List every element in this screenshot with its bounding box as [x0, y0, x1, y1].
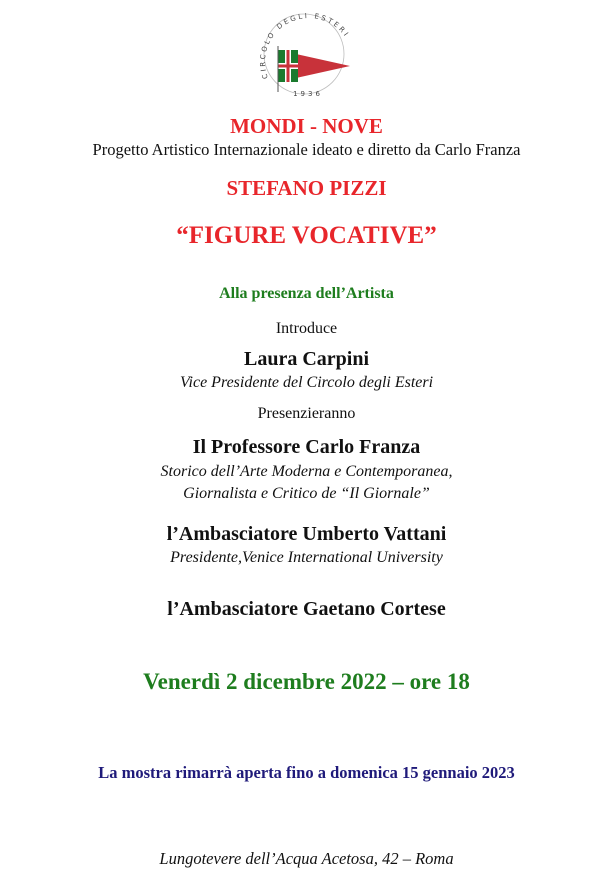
exhibition-title: “FIGURE VOCATIVE” [176, 222, 437, 249]
attendee1-role-line2: Giornalista e Critico de “Il Giornale” [183, 485, 430, 502]
event-date-time: Venerdì 2 dicembre 2022 – ore 18 [143, 669, 470, 694]
venue-address: Lungotevere dell’Acqua Acetosa, 42 – Roma [159, 849, 454, 868]
attendee3-name: l’Ambasciatore Gaetano Cortese [167, 598, 446, 620]
attendee2-role: Presidente,Venice International University [170, 549, 443, 566]
intro-role: Vice Presidente del Circolo degli Esteri [179, 374, 434, 391]
attendee1-name: Il Professore Carlo Franza [192, 436, 421, 458]
artist-name: STEFANO PIZZI [226, 176, 387, 200]
logo-arc-text: CIRCOLO DEGLI ESTERI [258, 11, 352, 80]
logo-year: 1936 [293, 90, 323, 98]
series-title: MONDI - NOVE [230, 114, 383, 138]
artist-presence: Alla presenza dell’Artista [219, 285, 394, 302]
circolo-degli-esteri-logo [250, 6, 362, 98]
attendees-label: Presenzieranno [257, 405, 356, 422]
attendee1-role-line1: Storico dell’Arte Moderna e Contemporanea, [160, 463, 453, 480]
closing-notice: La mostra rimarrà aperta fino a domenica 15 gennaio 2023 [98, 763, 515, 782]
attendee2-name: l’Ambasciatore Umberto Vattani [166, 523, 447, 545]
intro-name: Laura Carpini [243, 348, 370, 370]
series-subtitle: Progetto Artistico Internazionale ideato e diretto da Carlo Franza [92, 140, 521, 159]
intro-label: Introduce [275, 320, 338, 337]
